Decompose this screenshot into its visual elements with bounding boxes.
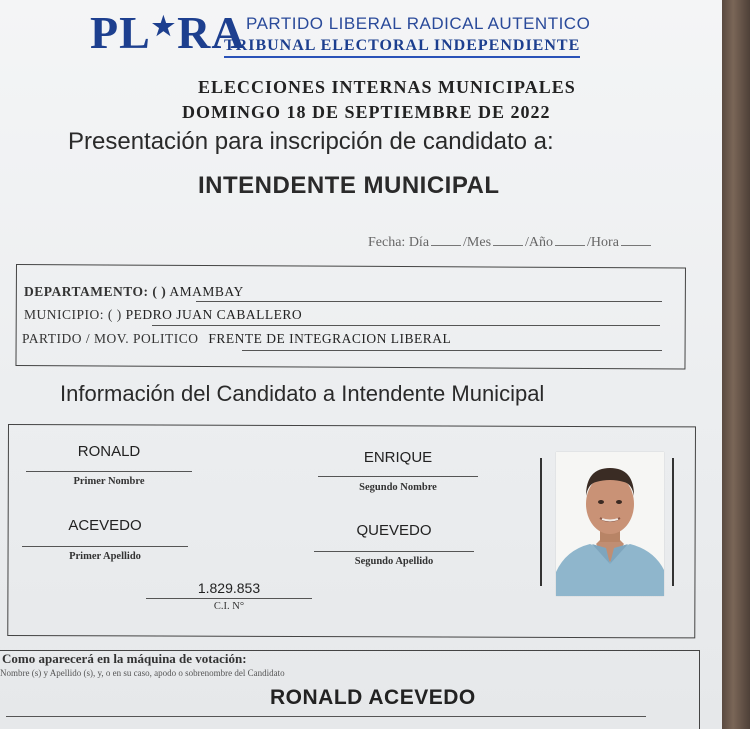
ci-label: C.I. N° xyxy=(213,601,245,612)
fecha-mes-label: /Mes xyxy=(463,235,492,250)
primer-apellido-line xyxy=(22,546,188,547)
fecha-ano-label: /Año xyxy=(525,235,554,250)
election-title: ELECCIONES INTERNAS MUNICIPALES xyxy=(198,77,576,97)
departamento-row xyxy=(24,284,244,300)
segundo-nombre-value: ENRIQUE xyxy=(363,449,433,466)
fecha-dia-label: Fecha: Día xyxy=(368,235,430,250)
candidate-photo xyxy=(556,452,664,596)
election-date: DOMINGO 18 DE SEPTIEMBRE DE 2022 xyxy=(182,102,551,122)
date-fields xyxy=(368,234,653,251)
segundo-nombre-line xyxy=(318,476,478,477)
ci-value: 1.829.853 xyxy=(197,580,261,596)
municipio-label: MUNICIPIO: ( ) xyxy=(24,307,122,322)
partido-line xyxy=(242,350,662,351)
primer-nombre-label: Primer Nombre xyxy=(73,476,145,487)
background-edge xyxy=(722,0,750,729)
ano-blank xyxy=(555,234,585,246)
municipio-line xyxy=(152,325,660,326)
primer-nombre-value: RONALD xyxy=(77,443,141,460)
departamento-value: AMAMBAY xyxy=(169,284,244,299)
office-title: INTENDENTE MUNICIPAL xyxy=(198,172,500,199)
hora-blank xyxy=(621,234,651,246)
segundo-apellido-line xyxy=(314,551,474,552)
municipio-value: PEDRO JUAN CABALLERO xyxy=(125,307,303,322)
segundo-apellido-label: Segundo Apellido xyxy=(354,556,434,567)
ballot-line xyxy=(6,716,646,717)
star-icon: ★ xyxy=(151,11,177,41)
ci-line xyxy=(146,598,312,599)
fecha-hora-label: /Hora xyxy=(587,235,619,250)
departamento-label: DEPARTAMENTO: ( ) xyxy=(24,284,167,299)
segundo-nombre-label: Segundo Nombre xyxy=(359,482,437,493)
mes-blank xyxy=(493,234,523,246)
dia-blank xyxy=(431,234,461,246)
ballot-subheading: Nombre (s) y Apellido (s), y, o en su caso, apodo o sobrenombre del Candidato xyxy=(0,668,285,678)
partido-value: FRENTE DE INTEGRACION LIBERAL xyxy=(208,331,452,346)
segundo-apellido-value: QUEVEDO xyxy=(356,522,432,539)
ballot-heading: Como aparecerá en la máquina de votación: xyxy=(2,651,247,666)
departamento-line xyxy=(196,301,662,302)
presentation-heading: Presentación para inscripción de candidato a: xyxy=(68,128,554,155)
primer-nombre-line xyxy=(26,471,192,472)
candidate-section-title: Información del Candidato a Intendente Municipal xyxy=(60,381,545,406)
partido-label: PARTIDO / MOV. POLITICO xyxy=(22,331,199,346)
primer-apellido-value: ACEVEDO xyxy=(68,517,142,534)
municipio-row xyxy=(24,307,302,323)
partido-row xyxy=(22,331,451,347)
party-name: PARTIDO LIBERAL RADICAL AUTENTICO xyxy=(246,14,591,33)
primer-apellido-label: Primer Apellido xyxy=(69,551,141,562)
plra-logo: PL ★ RA xyxy=(90,7,246,58)
ballot-name: RONALD ACEVEDO xyxy=(270,686,476,709)
tribunal-name: TRIBUNAL ELECTORAL INDEPENDIENTE xyxy=(224,37,580,58)
candidate-portrait-icon xyxy=(556,452,664,596)
